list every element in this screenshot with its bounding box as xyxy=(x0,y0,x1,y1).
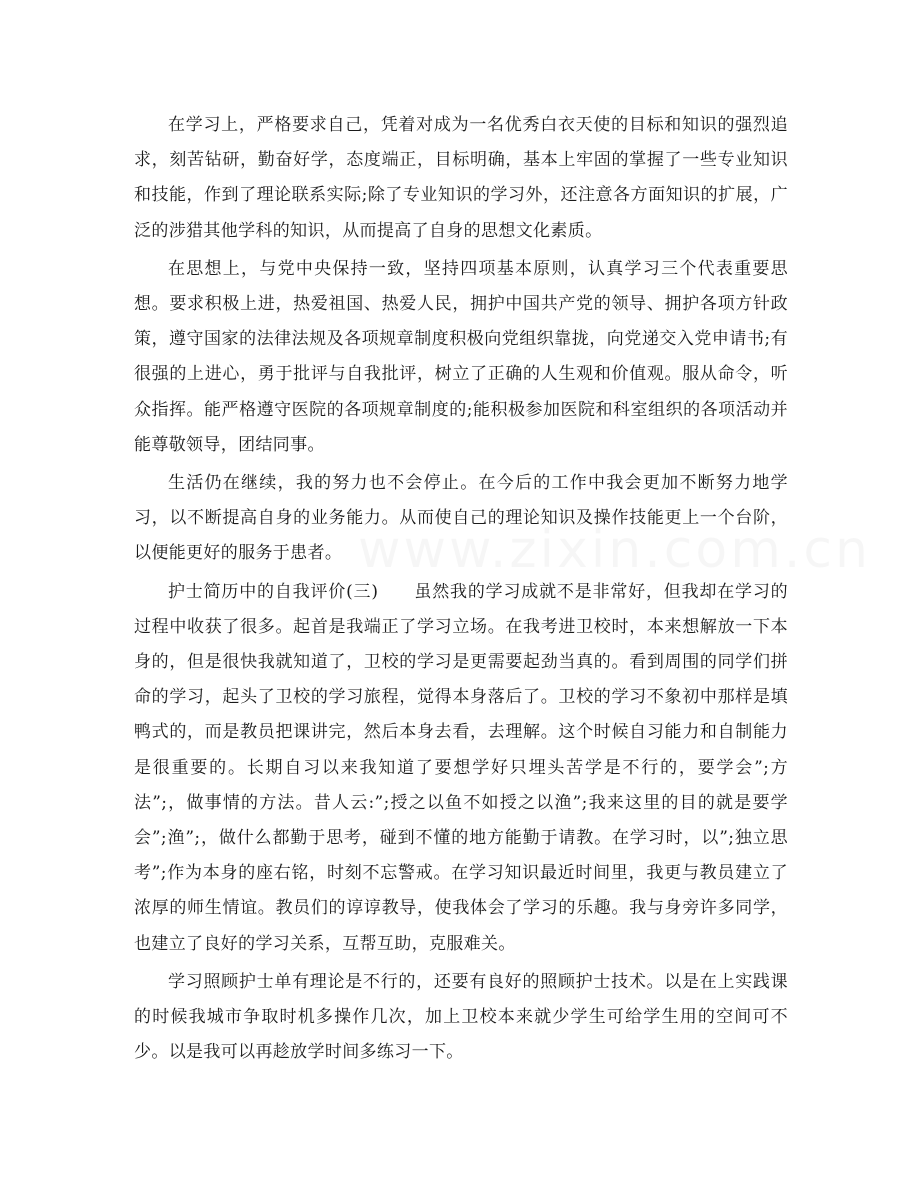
paragraph-nursing-skills: 学习照顾护士单有理论是不行的，还要有良好的照顾护士技术。以是在上实践课的时候我城市争取时机多操作几次，加上卫校本来就少学生可给学生用的空间可不少。以是我可以再趁放学时间多练习一下。 xyxy=(134,971,788,1063)
paragraph-effort: 生活仍在继续，我的努力也不会停止。在今后的工作中我会更加不断努力地学习，以不断提高自身的业务能力。从而使自己的理论知识及操作技能更上一个台阶，以便能更好的服务于患者。 xyxy=(134,473,788,564)
paragraph-self-evaluation: 护士简历中的自我评价(三) 虽然我的学习成就不是非常好，但我却在学习的过程中收获了很多。起首是我端正了学习立场。在我考进卫校时，本来想解放一下本身的，但是很快我就知道了，卫校的学习是更需要起劲当真的。看到周围的同学们拼命的学习，起头了卫校的学习旅程，觉得本身落后了。卫校的学习不象初中那样是填鸭式的，而是教员把课讲完，然后本身去看，去理解。这个时候自习能力和自制能力是很重要的。长期自习以来我知道了要想学好只埋头苦学是不行的，要学会”;方法”;，做事情的方法。昔人云:”;授之以鱼不如授之以渔”;我来这里的目的就是要学会”;渔”;，做什么都勤于思考，碰到不懂的地方能勤于请教。在学习时，以”;独立思考”;作为本身的座右铭，时刻不忘警戒。在学习知识最近时间里，我更与教员建立了浓厚的师生情谊。教员们的谆谆教导，使我体会了学习的乐趣。我与身旁许多同学，也建立了良好的学习关系，互帮互助，克服难关。 xyxy=(134,581,788,954)
paragraph-study: 在学习上，严格要求自己，凭着对成为一名优秀白衣天使的目标和知识的强烈追求，刻苦钻研，勤奋好学，态度端正，目标明确，基本上牢固的掌握了一些专业知识和技能，作到了理论联系实际;除了专业知识的学习外，还注意各方面知识的扩展，广泛的涉猎其他学科的知识，从而提高了自身的思想文化素质。 xyxy=(134,115,788,241)
document-body xyxy=(134,108,788,1073)
paragraph-ideology: 在思想上，与党中央保持一致，坚持四项基本原则，认真学习三个代表重要思想。要求积极上进，热爱祖国、热爱人民，拥护中国共产党的领导、拥护各项方针政策，遵守国家的法律法规及各项规章制度积极向党组织靠拢，向党递交入党申请书;有很强的上进心，勇于批评与自我批评，树立了正确的人生观和价值观。服从命令，听众指挥。能严格遵守医院的各项规章制度的;能积极参加医院和科室组织的各项活动并能尊敬领导，团结同事。 xyxy=(134,258,788,455)
